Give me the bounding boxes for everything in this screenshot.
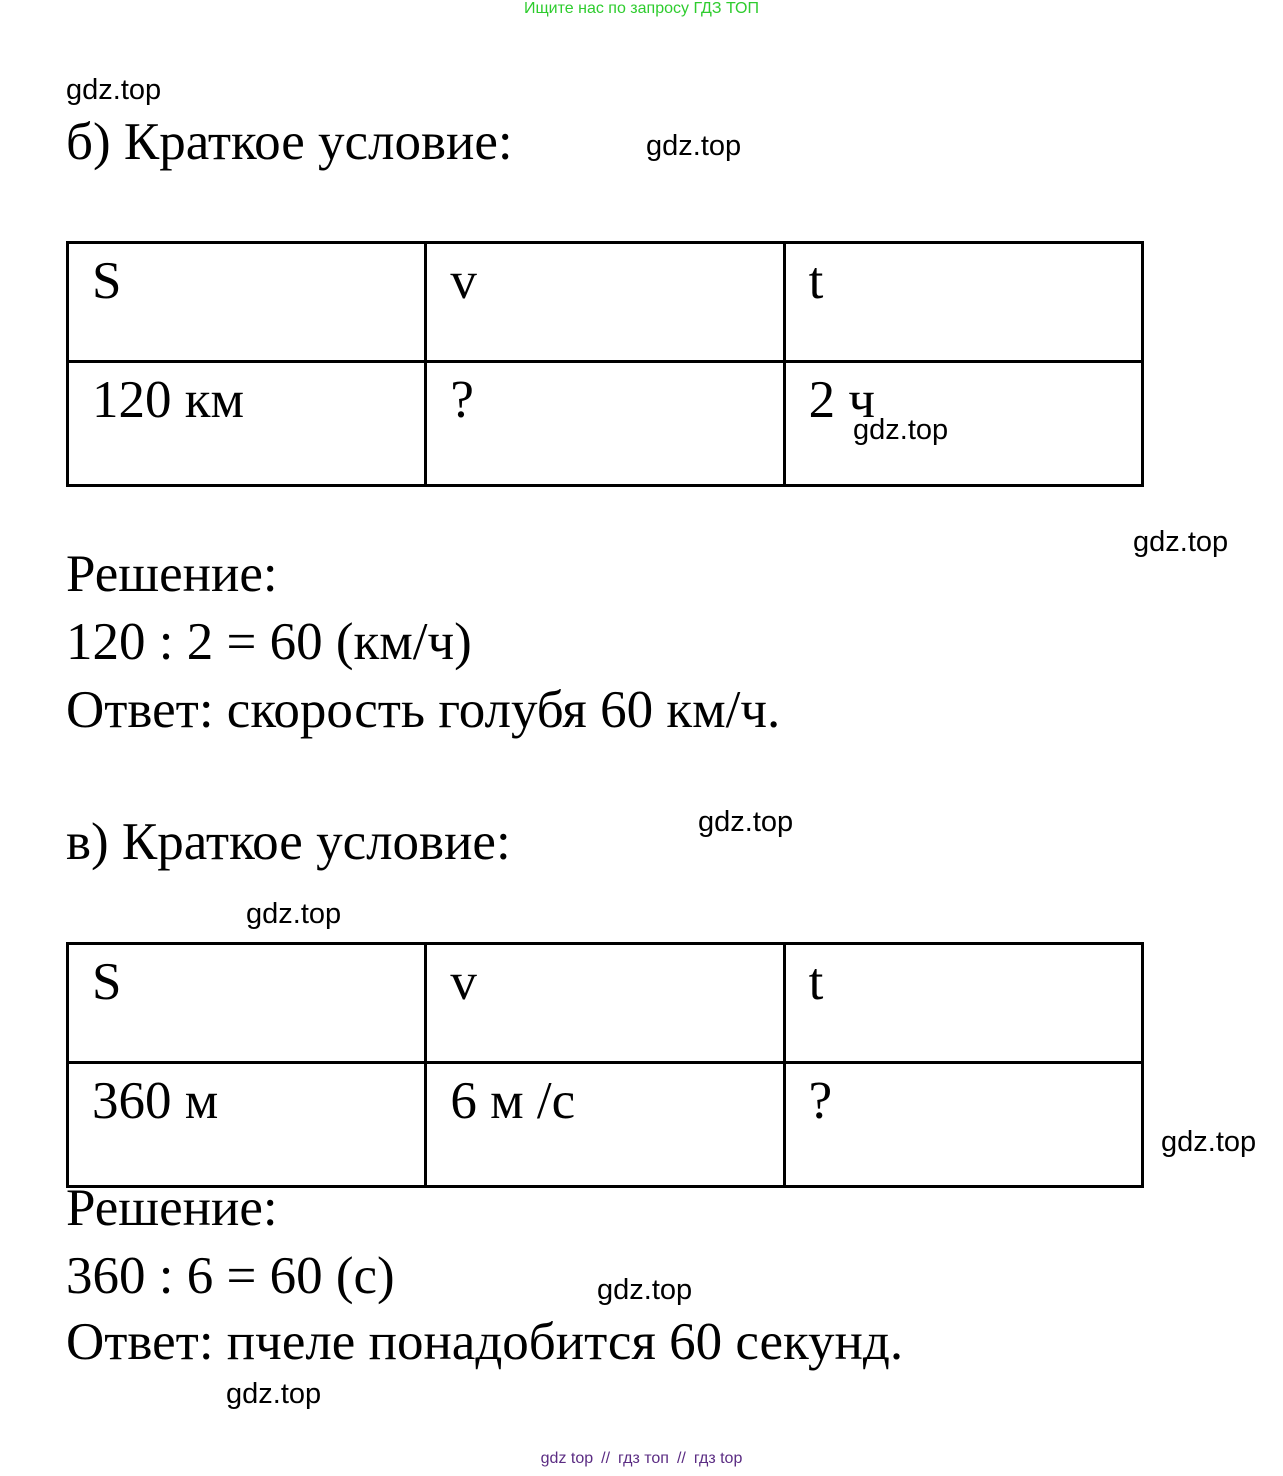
table-header-cell: t: [784, 243, 1142, 362]
watermark: gdz.top: [1161, 1126, 1257, 1158]
footer-links: [0, 1450, 1283, 1468]
footer-link[interactable]: гдз топ: [618, 1450, 669, 1467]
part-c-heading: в) Краткое условие:: [66, 813, 511, 871]
table-header-cell: v: [426, 944, 784, 1063]
part-b-answer: Ответ: скорость голубя 60 км/ч.: [66, 681, 781, 739]
watermark: gdz.top: [246, 898, 342, 930]
part-b-condition-table: [66, 241, 1144, 487]
watermark: gdz.top: [597, 1274, 693, 1306]
table-value-cell: 2 ч: [784, 362, 1142, 486]
table-value-cell: 360 м: [68, 1063, 426, 1187]
table-header-cell: v: [426, 243, 784, 362]
table-header-cell: S: [68, 243, 426, 362]
part-c-calculation: 360 : 6 = 60 (с): [66, 1247, 395, 1305]
footer-separator: //: [601, 1450, 611, 1467]
part-b-solution-label: Решение:: [66, 545, 278, 603]
watermark: gdz.top: [66, 74, 162, 106]
watermark: gdz.top: [1133, 526, 1229, 558]
table-header-row: [68, 944, 1143, 1063]
footer-link[interactable]: гдз top: [693, 1450, 743, 1467]
part-b-heading: б) Краткое условие:: [66, 113, 513, 171]
part-c-condition-table: [66, 942, 1144, 1188]
table-value-row: [68, 362, 1143, 486]
table-value-cell: 120 км: [68, 362, 426, 486]
table-header-cell: S: [68, 944, 426, 1063]
top-banner: Ищите нас по запросу ГДЗ ТОП: [524, 0, 759, 17]
table-value-cell: ?: [784, 1063, 1142, 1187]
part-b-calculation: 120 : 2 = 60 (км/ч): [66, 613, 472, 671]
watermark: gdz.top: [226, 1378, 322, 1410]
part-c-solution-label: Решение:: [66, 1179, 278, 1237]
watermark: gdz.top: [646, 130, 742, 162]
footer-separator: //: [676, 1450, 686, 1467]
table-value-cell: ?: [426, 362, 784, 486]
part-c-answer: Ответ: пчеле понадобится 60 секунд.: [66, 1313, 904, 1371]
footer-link[interactable]: gdz top: [540, 1450, 594, 1467]
watermark: gdz.top: [853, 414, 949, 446]
table-header-cell: t: [784, 944, 1142, 1063]
table-header-row: [68, 243, 1143, 362]
table-value-cell: 6 м /с: [426, 1063, 784, 1187]
watermark: gdz.top: [698, 806, 794, 838]
table-value-row: [68, 1063, 1143, 1187]
